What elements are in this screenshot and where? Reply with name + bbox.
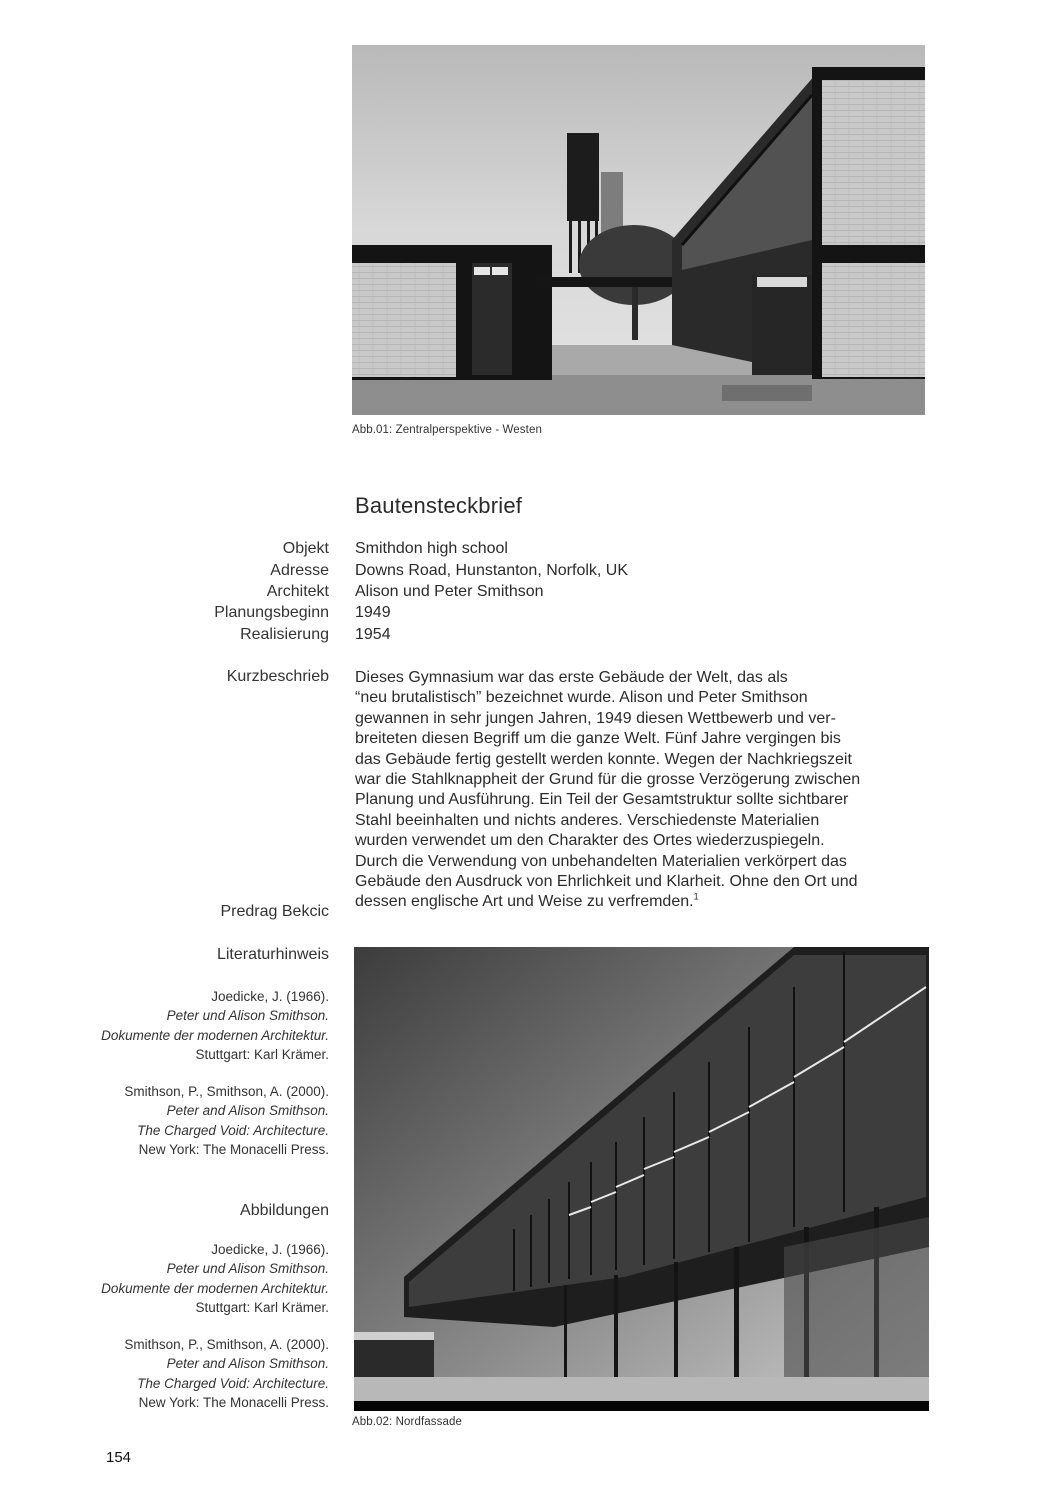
description-line: gewannen in sehr jungen Jahren, 1949 diesen Wettbewerb und ver-: [355, 709, 836, 727]
illustrations-ref-2: [124, 1335, 329, 1412]
ref-author: Smithson, P., Smithson, A. (2000).: [124, 1337, 329, 1352]
literature-ref-2: [124, 1082, 329, 1159]
description-line: Dieses Gymnasium war das erste Gebäude der Welt, das als: [355, 669, 788, 686]
figure-1-caption: Abb.01: Zentralperspektive - Westen: [352, 424, 542, 436]
figure-1-photo: [352, 45, 925, 415]
ref-publisher: Stuttgart: Karl Krämer.: [195, 1046, 329, 1062]
author-name: Predrag Bekcic: [220, 903, 329, 920]
ref-author: Joedicke, J. (1966).: [211, 989, 329, 1004]
ref-author: Smithson, P., Smithson, A. (2000).: [124, 1084, 329, 1099]
description-line: wurden verwendet um den Charakter des Ortes wiederzuspiegeln.: [355, 832, 825, 850]
ref-title: Peter and Alison Smithson.: [166, 1356, 329, 1372]
fact-value-realisierung: 1954: [355, 626, 391, 643]
description-line: “neu brutalistisch” bezeichnet wurde. Alison und Peter Smithson: [355, 689, 808, 707]
description-line: Stahl beeinhalten und nichts anderes. Verschiedenste Materialien: [355, 811, 820, 829]
description-text: [355, 668, 935, 913]
page-number: 154: [106, 1449, 132, 1466]
fact-label-planungsbeginn: Planungsbeginn: [214, 604, 329, 621]
ref-author: Joedicke, J. (1966).: [211, 1242, 329, 1257]
description-line: Planung und Ausführung. Ein Teil der Gesamtstruktur sollte sichtbarer: [355, 791, 849, 809]
description-line: dessen englische Art und Weise zu verfremden.: [355, 893, 694, 911]
footnote-marker: 1: [693, 892, 699, 903]
ref-subtitle: Dokumente der modernen Architektur.: [101, 1280, 329, 1296]
facade-photo-illustration: [354, 947, 929, 1411]
description-line: das Gebäude fertig gestellt werden konnte. Wegen der Nachkriegszeit: [355, 750, 852, 768]
section-title: Bautensteckbrief: [355, 493, 523, 518]
illustrations-ref-1: [101, 1240, 329, 1317]
ref-subtitle: Dokumente der modernen Architektur.: [101, 1027, 329, 1043]
ref-title: Peter und Alison Smithson.: [166, 1261, 329, 1277]
literature-ref-1: [101, 987, 329, 1064]
fact-label-adresse: Adresse: [270, 562, 329, 579]
fact-value-architekt: Alison und Peter Smithson: [355, 583, 544, 600]
fact-value-objekt: Smithdon high school: [355, 540, 508, 557]
ref-subtitle: The Charged Void: Architecture.: [137, 1375, 329, 1391]
ref-title: Peter und Alison Smithson.: [166, 1008, 329, 1024]
description-line: breiteten diesen Begriff um die ganze Welt. Fünf Jahre vergingen bis: [355, 730, 841, 748]
figure-2-caption: Abb.02: Nordfassade: [352, 1416, 462, 1428]
ref-subtitle: The Charged Void: Architecture.: [137, 1122, 329, 1138]
fact-label-architekt: Architekt: [266, 583, 329, 600]
description-line: Durch die Verwendung von unbehandelten Materialien verkörpert das: [355, 852, 847, 870]
ref-publisher: Stuttgart: Karl Krämer.: [195, 1299, 329, 1315]
literature-heading: Literaturhinweis: [216, 946, 329, 963]
ref-title: Peter and Alison Smithson.: [166, 1103, 329, 1119]
fact-label-realisierung: Realisierung: [240, 626, 329, 643]
figure-2-photo: [354, 947, 929, 1411]
fact-value-adresse: Downs Road, Hunstanton, Norfolk, UK: [355, 562, 629, 579]
fact-value-planungsbeginn: 1949: [355, 604, 391, 621]
ref-publisher: New York: The Monacelli Press.: [138, 1394, 329, 1410]
description-label: Kurzbeschrieb: [226, 668, 329, 685]
illustrations-heading: Abbildungen: [240, 1202, 329, 1219]
ref-publisher: New York: The Monacelli Press.: [138, 1141, 329, 1157]
courtyard-photo-illustration: [352, 45, 925, 415]
description-line: war die Stahlknappheit der Grund für die grosse Verzögerung zwischen: [355, 771, 861, 789]
fact-label-objekt: Objekt: [282, 540, 329, 557]
description-line: Gebäude den Ausdruck von Ehrlichkeit und Klarheit. Ohne den Ort und: [355, 873, 858, 891]
